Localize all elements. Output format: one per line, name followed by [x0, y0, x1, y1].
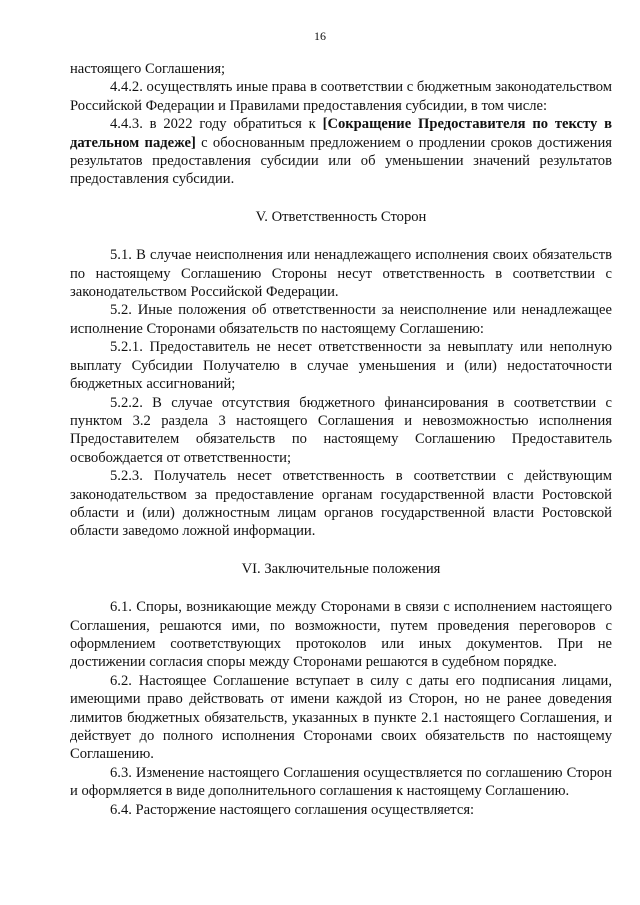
paragraph-5-2-3: 5.2.3. Получатель несет ответственность в соответствии с действующим законодательством за предоставление органам государственной власти Ростовской области и (или) должностным лицам органов государственной власти Ростовской области заведомо ложной информации.	[70, 468, 612, 540]
paragraph-6-1: 6.1. Споры, возникающие между Сторонами в связи с исполнением настоящего Соглашения, решаются ими, по возможности, путем проведения переговоров с оформлением соответствующих протоколов или иных документов. При не достижении согласия споры между Сторонами решаются в судебном порядке.	[70, 599, 612, 671]
paragraph-5-2: 5.2. Иные положения об ответственности за неисполнение или ненадлежащее исполнение Сторонами обязательств по настоящему Соглашению:	[70, 302, 612, 337]
paragraph-5-1: 5.1. В случае неисполнения или ненадлежащего исполнения своих обязательств по настоящему Соглашению Стороны несут ответственность в соответствии с законодательством Российской Федерации.	[70, 247, 612, 301]
paragraph-6-4: 6.4. Расторжение настоящего соглашения осуществляется:	[110, 801, 475, 818]
paragraph-4-4-3-prefix: 4.4.3. в 2022 году обратиться к	[110, 116, 323, 133]
section-heading-v: V. Ответственность Сторон	[255, 208, 427, 225]
document-body	[70, 60, 612, 819]
paragraph-4-4-3-suffix: с обоснованным предложением о продлении сроков достижения результатов предоставления субсидии или об уменьшении значений результатов предоставления субсидии.	[70, 134, 612, 188]
paragraph-continuation: настоящего Соглашения;	[70, 61, 226, 77]
paragraph-5-2-1: 5.2.1. Предоставитель не несет ответственности за невыплату или неполную выплату Субсидии Получателю в случае уменьшения и (или) недостаточности бюджетных ассигнований;	[70, 339, 612, 393]
paragraph-6-2: 6.2. Настоящее Соглашение вступает в силу с даты его подписания лицами, имеющими право действовать от имени каждой из Сторон, но не ранее доведения лимитов бюджетных обязательств, указанных в пункте 2.1 настоящего Соглашения, и действует до полного исполнения Сторонами своих обязательств по настоящему Соглашению.	[70, 672, 612, 763]
paragraph-4-4-2: 4.4.2. осуществлять иные права в соответствии с бюджетным законодательством Российской Федерации и Правилами предоставления субсидии, в том числе:	[70, 79, 612, 114]
paragraph-4-4-3	[70, 115, 612, 189]
placeholder-bold-text: [Сокращение Предоставителя по тексту в дательном падеже]	[70, 116, 612, 151]
paragraph-6-3: 6.3. Изменение настоящего Соглашения осуществляется по соглашению Сторон и оформляется в виде дополнительного соглашения к настоящему Соглашению.	[70, 764, 612, 800]
page-number: 16	[314, 29, 326, 43]
paragraph-5-2-2: 5.2.2. В случае отсутствия бюджетного финансирования в соответствии с пунктом 3.2 раздела 3 настоящего Соглашения и невозможностью исполнения Предоставителем обязательств по настоящему Соглашению Предоставитель освобождается от ответственности;	[70, 394, 612, 466]
section-heading-vi: VI. Заключительные положения	[241, 560, 441, 577]
